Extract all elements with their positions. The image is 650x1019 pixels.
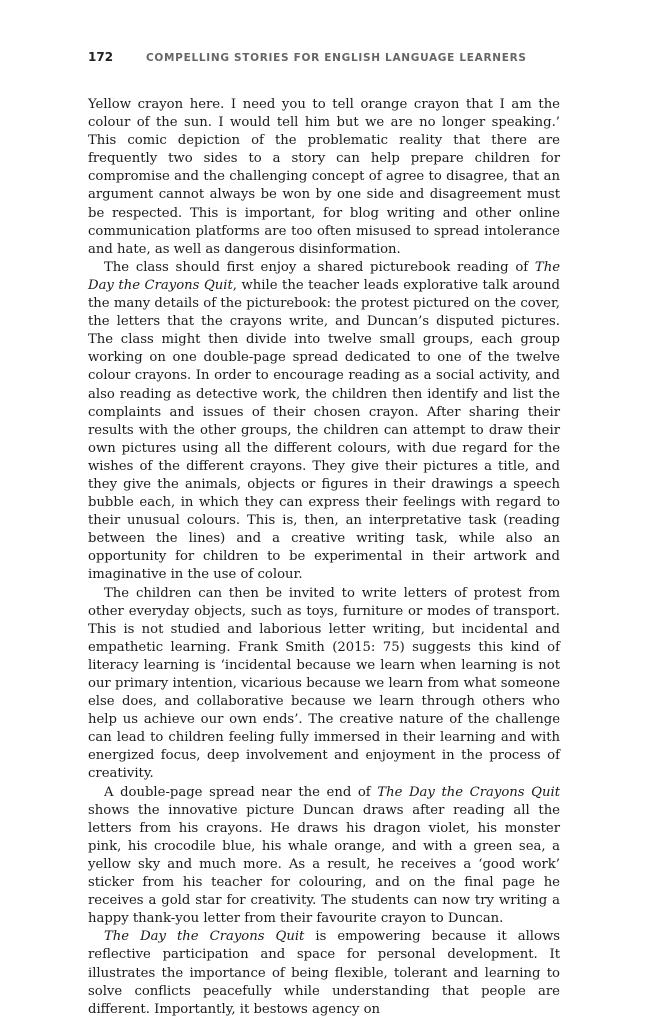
paragraph-4-text-a: A double-page spread near the end of xyxy=(104,784,378,800)
paragraph-4-text-b: shows the innovative picture Duncan draws after reading all the letters from his crayons. He draws his dragon violet, his monster pink, his crocodile blue, his whale orange, and with a green sea, a yellow sky and much more. As a result, he receives a ‘good work’ sticker from his teacher for colouring, and on the final page he receives a gold star for creativity. The students can now try writing a happy thank-you letter from their favourite crayon to Duncan. xyxy=(88,802,560,927)
paragraph-4 xyxy=(88,784,560,929)
book-title-italic: The Day the Crayons Quit xyxy=(88,259,560,293)
paragraph-2-text-a: The class should first enjoy a shared picturebook reading of xyxy=(104,259,535,275)
book-title: COMPELLING STORIES FOR ENGLISH LANGUAGE LEARNERS xyxy=(146,52,527,64)
paragraph-3-text: The children can then be invited to write letters of protest from other everyday objects, such as toys, furniture or modes of transport. This is not studied and laborious letter writing, but incidental and empathetic learning. Frank Smith (2015: 75) suggests this kind of literacy learning is ‘incidental because we learn when learning is not our primary intention, vicarious because we learn from what someone else does, and collaborative because we learn through others who help us achieve our own ends’. The creative nature of the challenge can lead to children feeling fully immersed in their learning and with energized focus, deep involvement and enjoyment in the process of creativity. xyxy=(88,585,560,782)
paragraph-5-text-b: is empowering because it allows reflective participation and space for personal development. It illustrates the importance of being flexible, tolerant and learning to solve conflicts peacefully while understanding that people are different. Importantly, it bestows agency on xyxy=(88,929,561,1017)
paragraph-1-text: Yellow crayon here. I need you to tell orange crayon that I am the colour of the sun. I would tell him but we are no longer speaking.’ This comic depiction of the problematic reality that there are frequently two sides to a story can help prepare children for compromise and the challenging concept of agree to disagree, that an argument cannot always be won by one side and disagreement must be respected. This is important, for blog writing and other online communication platforms are too often misused to spread intolerance and hate, as well as dangerous disinformation. xyxy=(88,97,560,257)
paragraph-1 xyxy=(88,96,560,259)
body-text xyxy=(88,96,560,1019)
paragraph-3 xyxy=(88,585,560,784)
book-title-italic: The Day the Crayons Quit xyxy=(104,929,305,945)
page-number: 172 xyxy=(88,50,114,64)
book-title-italic: The Day the Crayons Quit xyxy=(377,784,560,800)
paragraph-2-text-b: , while the teacher leads explorative talk around the many details of the picturebook: the protest pictured on the cover, the letters that the crayons write, and Duncan’s disputed pictures. The class might then divide into twelve small groups, each group working on one double-page spread dedicated to one of the twelve colour crayons. In order to encourage reading as a social activity, and also reading as detective work, the children then identify and list the complaints and issues of their chosen crayon. After sharing their results with the other groups, the children can attempt to draw their own pictures using all the different colours, with due regard for the wishes of the different crayons. They give their pictures a title, and they give the animals, objects or figures in their drawings a speech bubble each, in which they can express their feelings with regard to their unusual colours. This is, then, an interpretative task (reading between the lines) and a creative writing task, while also an opportunity for children to be experimental in their artwork and imaginative in the use of colour. xyxy=(88,277,560,583)
paragraph-2 xyxy=(88,259,560,585)
running-head xyxy=(88,46,568,65)
paragraph-5 xyxy=(88,928,560,1018)
